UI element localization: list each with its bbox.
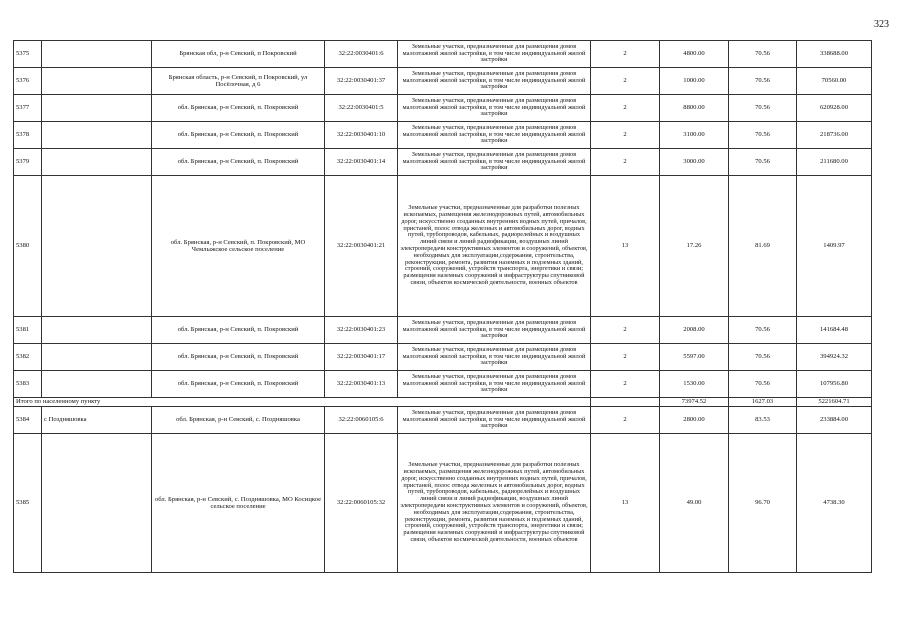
land-use: Земельные участки, предназначенные для размещения домов малоэтажной жилой застройки, в том числе индивидуальной жилой застройки [398,371,591,398]
table-row [14,41,872,68]
table-row [14,344,872,371]
settlement-name: с Поздняшовка [42,407,152,434]
area: 8800.00 [660,95,729,122]
total-value: 1409.97 [797,176,872,317]
land-use: Земельные участки, предназначенные для размещения домов малоэтажной жилой застройки, в том числе индивидуальной жилой застройки [398,122,591,149]
use-class: 2 [591,344,660,371]
address: обл. Брянская, р-н Севский, п. Покровский, МО Чемлыжское сельское поселение [152,176,325,317]
subtotal-price: 1627.03 [729,398,797,407]
address: обл. Брянская, р-н Севский, п. Покровский [152,95,325,122]
land-use: Земельные участки, предназначенные для разработки полезных ископаемых, размещения железнодорожных путей, автомобильных дорог, искусственно созданных внутренних водных путей, причалов, пристаней, полос отвода железных и автомобильных дорог, водных путей, трубопроводов, кабельных, радиорелейных и воздушных линий связи и линий радиофикации, воздушных линий электропередачи конструктивных элементов и сооружений, объектов, необходимых для эксплуатации,содержания, строительства, реконструкции, ремонта, развития наземных и подземных зданий, строений, сооружений, устройств транспорта, энергетики и связи; размещения наземных сооружений и инфраструктуры спутниковой связи, объектов космической деятельности, военных объектов [398,434,591,573]
address: обл. Брянская, р-н Севский, п. Покровский [152,371,325,398]
page-number: 323 [874,19,889,30]
unit-price: 96.70 [729,434,797,573]
cadastral-number: 32:22:0030401:10 [325,122,398,149]
settlement-name [42,317,152,344]
address: обл. Брянская, р-н Севский, с. Поздняшовка [152,407,325,434]
area: 1530.00 [660,371,729,398]
cadastral-number: 32:22:0030401:6 [325,41,398,68]
unit-price: 70.56 [729,122,797,149]
use-class: 2 [591,407,660,434]
area: 17.26 [660,176,729,317]
table-row [14,407,872,434]
land-use: Земельные участки, предназначенные для размещения домов малоэтажной жилой застройки, в том числе индивидуальной жилой застройки [398,95,591,122]
use-class: 13 [591,176,660,317]
settlement-name [42,149,152,176]
row-id: 5377 [14,95,42,122]
cadastral-number: 32:22:0030401:21 [325,176,398,317]
use-class: 2 [591,371,660,398]
total-value: 141684.48 [797,317,872,344]
table-row [14,95,872,122]
table-row [14,371,872,398]
address: Брянская обл, р-н Севский, п Покровский [152,41,325,68]
area: 3100.00 [660,122,729,149]
cadastral-number: 32:22:0060105:32 [325,434,398,573]
cadastral-number: 32:22:0060105:6 [325,407,398,434]
land-use: Земельные участки, предназначенные для размещения домов малоэтажной жилой застройки, в том числе индивидуальной жилой застройки [398,149,591,176]
table-row [14,434,872,573]
land-use: Земельные участки, предназначенные для размещения домов малоэтажной жилой застройки, в том числе индивидуальной жилой застройки [398,317,591,344]
row-id: 5384 [14,407,42,434]
table-row [14,176,872,317]
unit-price: 70.56 [729,68,797,95]
total-value: 394924.32 [797,344,872,371]
total-value: 211680.00 [797,149,872,176]
address: Брянская область, р-н Севский, п Покровский, ул Посёлочная, д 6 [152,68,325,95]
settlement-name [42,95,152,122]
use-class: 2 [591,95,660,122]
area: 49.00 [660,434,729,573]
unit-price: 70.56 [729,95,797,122]
total-value: 107956.80 [797,371,872,398]
cadastral-value-table [13,40,872,573]
settlement-name [42,176,152,317]
row-id: 5376 [14,68,42,95]
row-id: 5375 [14,41,42,68]
total-value: 620928.00 [797,95,872,122]
area: 1000.00 [660,68,729,95]
cadastral-number: 32:22:0030401:37 [325,68,398,95]
cadastral-number: 32:22:0030401:23 [325,317,398,344]
use-class: 2 [591,317,660,344]
settlement-name [42,344,152,371]
cadastral-number: 32:22:0030401:17 [325,344,398,371]
unit-price: 70.56 [729,371,797,398]
use-class: 2 [591,68,660,95]
row-id: 5383 [14,371,42,398]
settlement-name [42,434,152,573]
unit-price: 70.56 [729,149,797,176]
use-class: 13 [591,434,660,573]
subtotal-total: 5221604.71 [797,398,872,407]
row-id: 5380 [14,176,42,317]
settlement-name [42,371,152,398]
unit-price: 70.56 [729,41,797,68]
use-class: 2 [591,149,660,176]
unit-price: 83.53 [729,407,797,434]
table-row [14,317,872,344]
subtotal-row [14,398,872,407]
land-use: Земельные участки, предназначенные для размещения домов малоэтажной жилой застройки, в том числе индивидуальной жилой застройки [398,41,591,68]
row-id: 5379 [14,149,42,176]
row-id: 5382 [14,344,42,371]
subtotal-area: 73974.52 [660,398,729,407]
total-value: 4738.30 [797,434,872,573]
area: 3000.00 [660,149,729,176]
table-row [14,68,872,95]
area: 5597.00 [660,344,729,371]
use-class: 2 [591,122,660,149]
settlement-name [42,122,152,149]
subtotal-class [591,398,660,407]
land-use: Земельные участки, предназначенные для разработки полезных ископаемых, размещения железнодорожных путей, автомобильных дорог, искусственно созданных внутренних водных путей, причалов, пристаней, полос отвода железных и автомобильных дорог, водных путей, трубопроводов, кабельных, радиорелейных и воздушных линий связи и линий радиофикации, воздушных линий электропередачи конструктивных элементов и сооружений, объектов, необходимых для эксплуатации,содержания, строительства, реконструкции, ремонта, развития наземных и подземных зданий, строений, сооружений, устройств транспорта, энергетики и связи; размещения наземных сооружений и инфраструктуры спутниковой связи, объектов космической деятельности, военных объектов [398,176,591,317]
address: обл. Брянская, р-н Севский, п. Покровский [152,122,325,149]
table-row [14,122,872,149]
total-value: 218736.00 [797,122,872,149]
unit-price: 70.56 [729,317,797,344]
area: 2800.00 [660,407,729,434]
total-value: 70560.00 [797,68,872,95]
total-value: 338688.00 [797,41,872,68]
unit-price: 70.56 [729,344,797,371]
address: обл. Брянская, р-н Севский, п. Покровский [152,149,325,176]
area: 4800.00 [660,41,729,68]
unit-price: 81.69 [729,176,797,317]
land-use: Земельные участки, предназначенные для размещения домов малоэтажной жилой застройки, в том числе индивидуальной жилой застройки [398,68,591,95]
area: 2008.00 [660,317,729,344]
row-id: 5378 [14,122,42,149]
settlement-name [42,41,152,68]
address: обл. Брянская, р-н Севский, с. Поздняшовка, МО Косицкое сельское поселение [152,434,325,573]
subtotal-label: Итого по населенному пункту [14,398,591,407]
address: обл. Брянская, р-н Севский, п. Покровский [152,344,325,371]
cadastral-number: 32:22:0030401:5 [325,95,398,122]
table-row [14,149,872,176]
total-value: 233884.00 [797,407,872,434]
cadastral-number: 32:22:0030401:13 [325,371,398,398]
row-id: 5381 [14,317,42,344]
settlement-name [42,68,152,95]
cadastral-number: 32:22:0030401:14 [325,149,398,176]
land-use: Земельные участки, предназначенные для размещения домов малоэтажной жилой застройки, в том числе индивидуальной жилой застройки [398,344,591,371]
address: обл. Брянская, р-н Севский, п. Покровский [152,317,325,344]
row-id: 5385 [14,434,42,573]
land-use: Земельные участки, предназначенные для размещения домов малоэтажной жилой застройки, в том числе индивидуальной жилой застройки [398,407,591,434]
use-class: 2 [591,41,660,68]
